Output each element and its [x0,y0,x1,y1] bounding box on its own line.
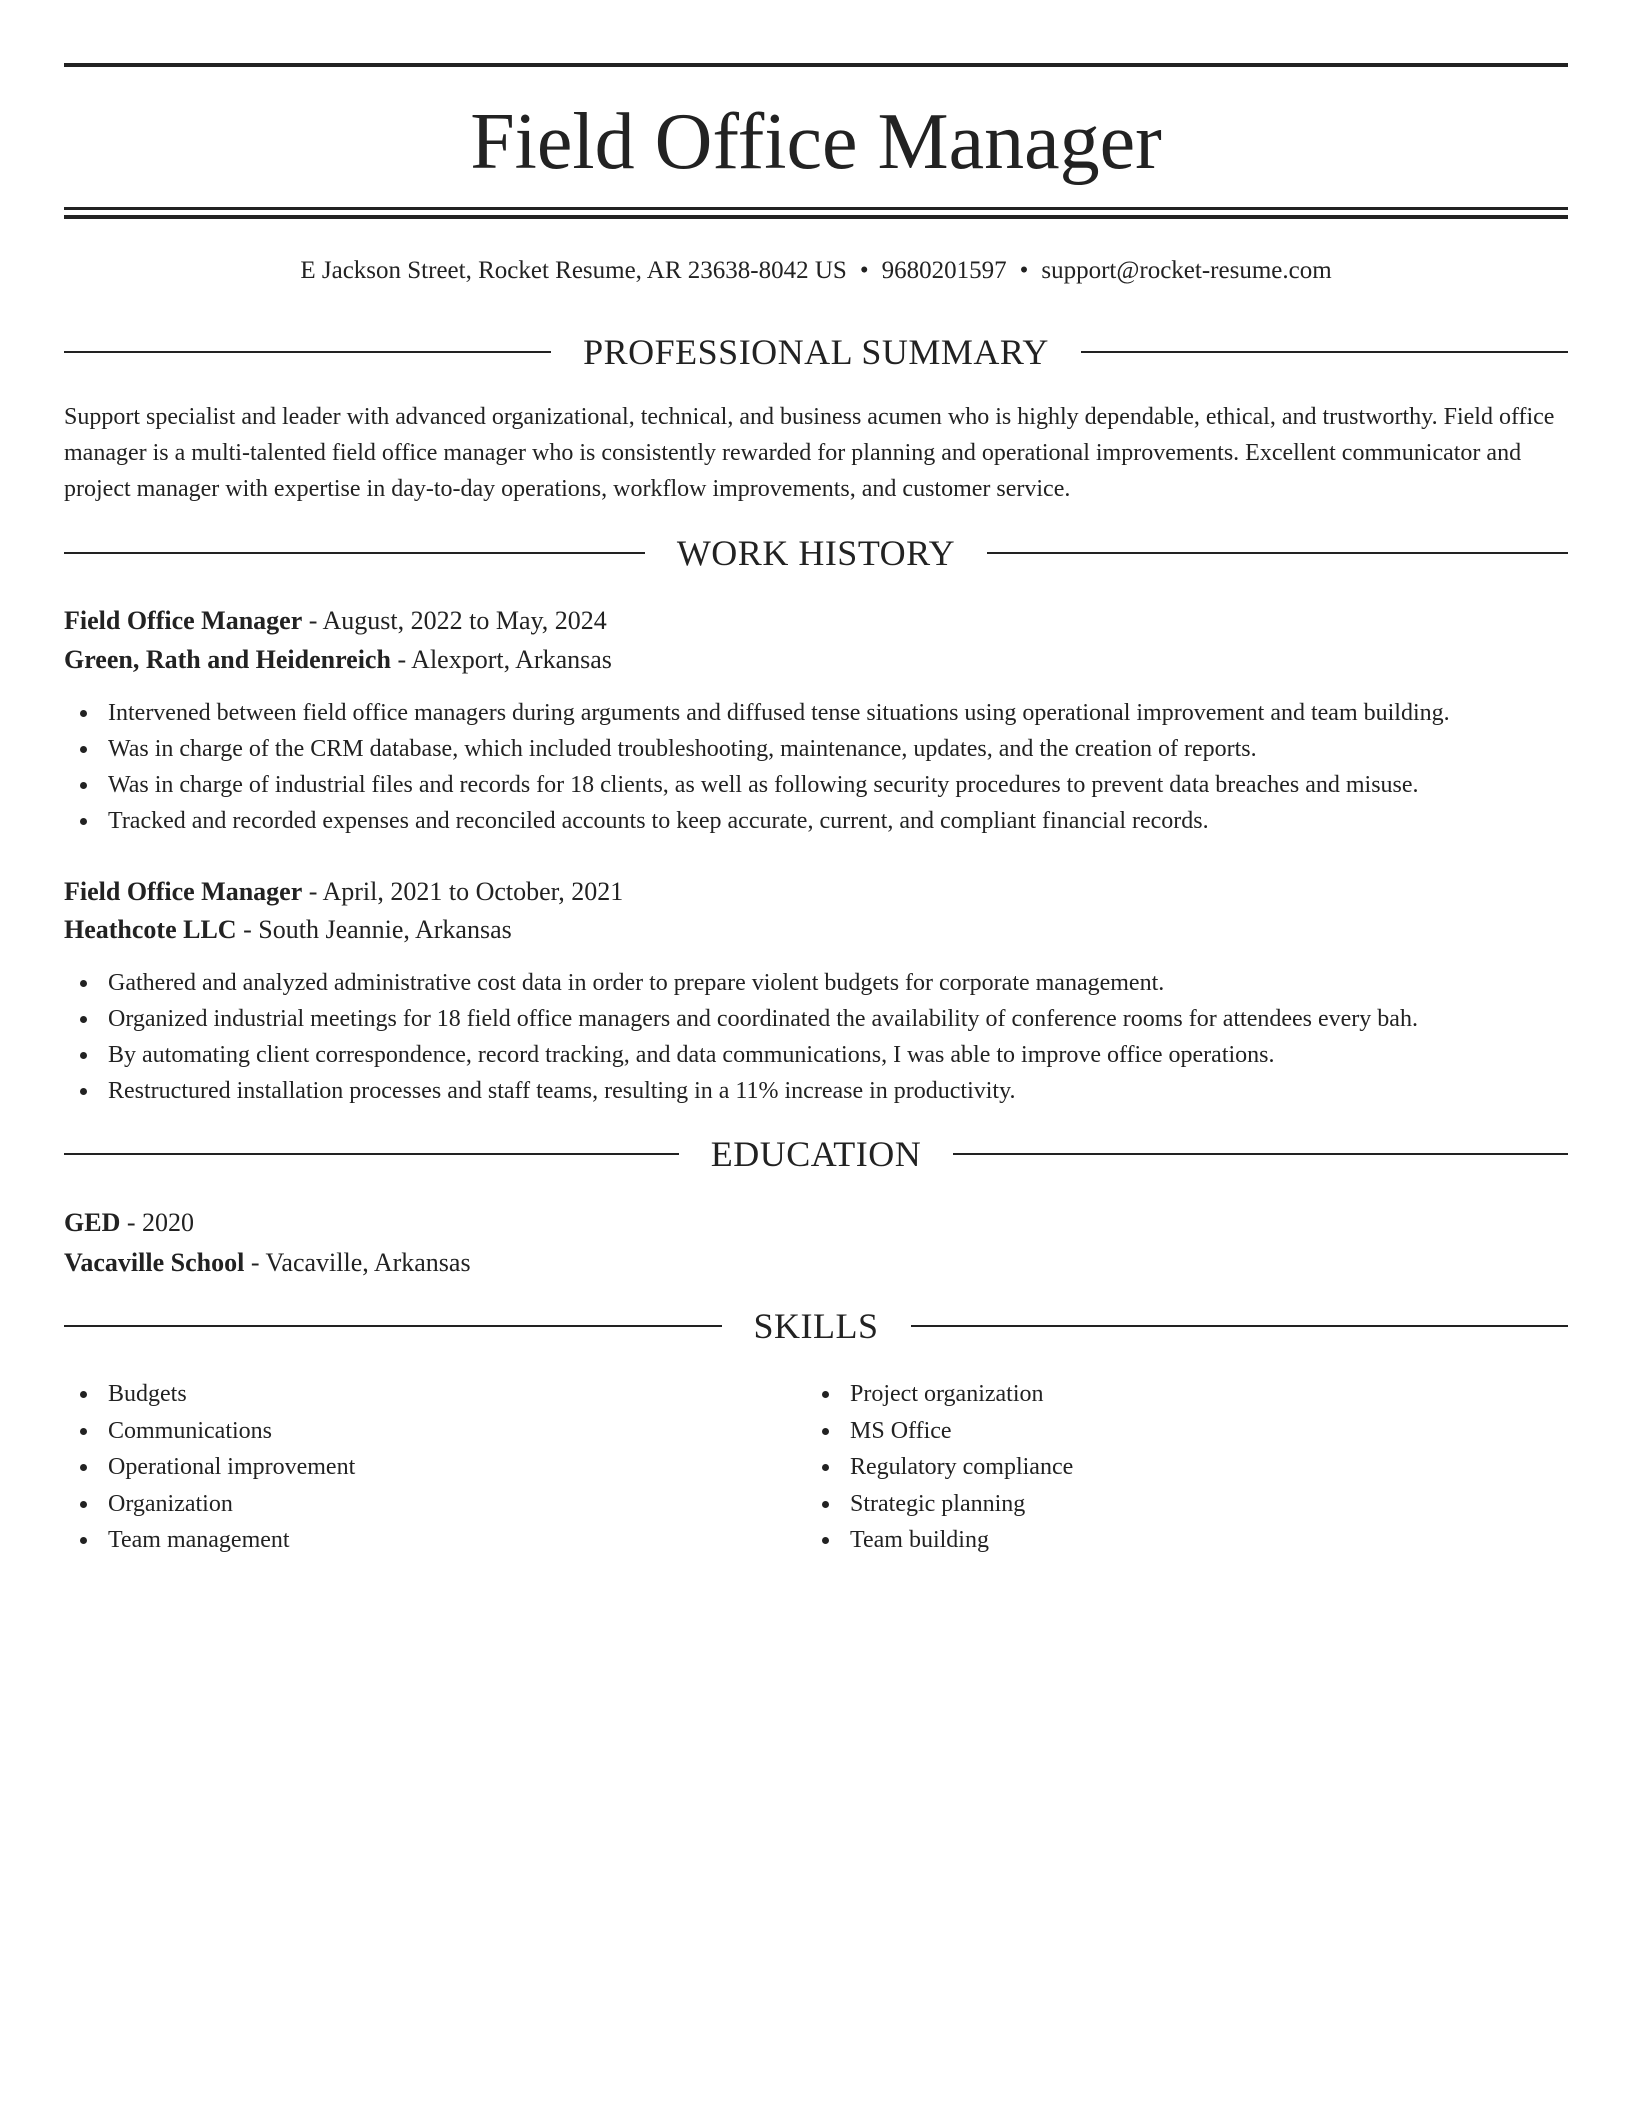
summary-text: Support specialist and leader with advanced organizational, technical, and business acumen who is highly dependable, ethical, and trustworthy. Field office manager is a multi-talented field office manager who is consistently rewarded for planning and operational improvements. Excellent communicator and project manager with expertise in day-to-day operations, workflow improvements, and customer service. [64,404,1555,502]
skills-list-right [806,1376,1546,1559]
education-degree-line: GED - 2020 [64,1208,195,1237]
job-bullets [64,965,1568,1109]
job-title: Field Office Manager [64,877,303,906]
skill-item: Team building [806,1522,1546,1559]
resume-title: Field Office Manager [470,98,1162,186]
education-school: Vacaville School [64,1248,245,1277]
skill-item: Communications [64,1413,804,1450]
section-heading-work [64,531,1568,575]
job-title: Field Office Manager [64,606,303,635]
skill-item: Team management [64,1522,804,1559]
heading-rule [987,552,1568,554]
job-location: South Jeannie, Arkansas [258,915,512,944]
contact-phone: 9680201597 [881,257,1007,284]
section-heading-label: PROFESSIONAL SUMMARY [583,332,1049,372]
heading-rule [64,1325,722,1327]
education-location: Vacaville, Arkansas [265,1248,471,1277]
heading-rule [64,351,551,353]
job-title-line: Field Office Manager - August, 2022 to May, 2024 [64,606,607,635]
heading-rule [1081,351,1568,353]
job-dates: April, 2021 to October, 2021 [322,877,624,906]
section-heading-label: WORK HISTORY [676,533,956,573]
list-item: Was in charge of industrial files and records for 18 clients, as well as following security procedures to prevent data breaches and misuse. [64,767,1568,803]
contact-address: E Jackson Street, Rocket Resume, AR 23638-8042 US [300,257,847,284]
skill-item: MS Office [806,1413,1546,1450]
contact-separator: • [859,257,869,284]
top-rule [64,63,1568,67]
skill-item: Regulatory compliance [806,1449,1546,1486]
education-degree: GED [64,1208,121,1237]
job-title-line: Field Office Manager - April, 2021 to October, 2021 [64,877,624,906]
job-company: Green, Rath and Heidenreich [64,645,391,674]
job-dates: August, 2022 to May, 2024 [322,606,607,635]
contact-line [64,254,1568,288]
list-item: Was in charge of the CRM database, which included troubleshooting, maintenance, updates, and the creation of reports. [64,731,1568,767]
section-heading-label: SKILLS [753,1306,879,1346]
section-heading-education [64,1132,1568,1176]
skill-item: Budgets [64,1376,804,1413]
list-item: Tracked and recorded expenses and reconciled accounts to keep accurate, current, and compliant financial records. [64,803,1568,839]
skill-item: Strategic planning [806,1486,1546,1523]
list-item: Organized industrial meetings for 18 field office managers and coordinated the availability of conference rooms for attendees every bah. [64,1001,1568,1037]
section-heading-skills [64,1304,1568,1348]
job-company: Heathcote LLC [64,915,237,944]
heading-rule [953,1153,1568,1155]
skill-item: Organization [64,1486,804,1523]
section-heading-label: EDUCATION [710,1134,922,1174]
skill-item: Operational improvement [64,1449,804,1486]
list-item: Restructured installation processes and staff teams, resulting in a 11% increase in productivity. [64,1073,1568,1109]
list-item: By automating client correspondence, record tracking, and data communications, I was able to improve office operations. [64,1037,1568,1073]
contact-separator: • [1019,257,1029,284]
heading-rule [64,1153,679,1155]
job-company-line: Heathcote LLC - South Jeannie, Arkansas [64,915,512,944]
skills-list-left [64,1376,804,1559]
job-bullets [64,695,1568,839]
title-rule-upper [64,207,1568,210]
skill-item: Project organization [806,1376,1546,1413]
contact-email: support@rocket-resume.com [1041,257,1332,284]
job-company-line: Green, Rath and Heidenreich - Alexport, Arkansas [64,645,612,674]
education-school-line: Vacaville School - Vacaville, Arkansas [64,1248,471,1277]
job-location: Alexport, Arkansas [411,645,612,674]
list-item: Intervened between field office managers during arguments and diffused tense situations using operational improvement and team building. [64,695,1568,731]
heading-rule [64,552,645,554]
title-rule-lower [64,215,1568,219]
section-heading-summary [64,330,1568,374]
list-item: Gathered and analyzed administrative cost data in order to prepare violent budgets for corporate management. [64,965,1568,1001]
education-year: 2020 [142,1208,195,1237]
heading-rule [911,1325,1569,1327]
